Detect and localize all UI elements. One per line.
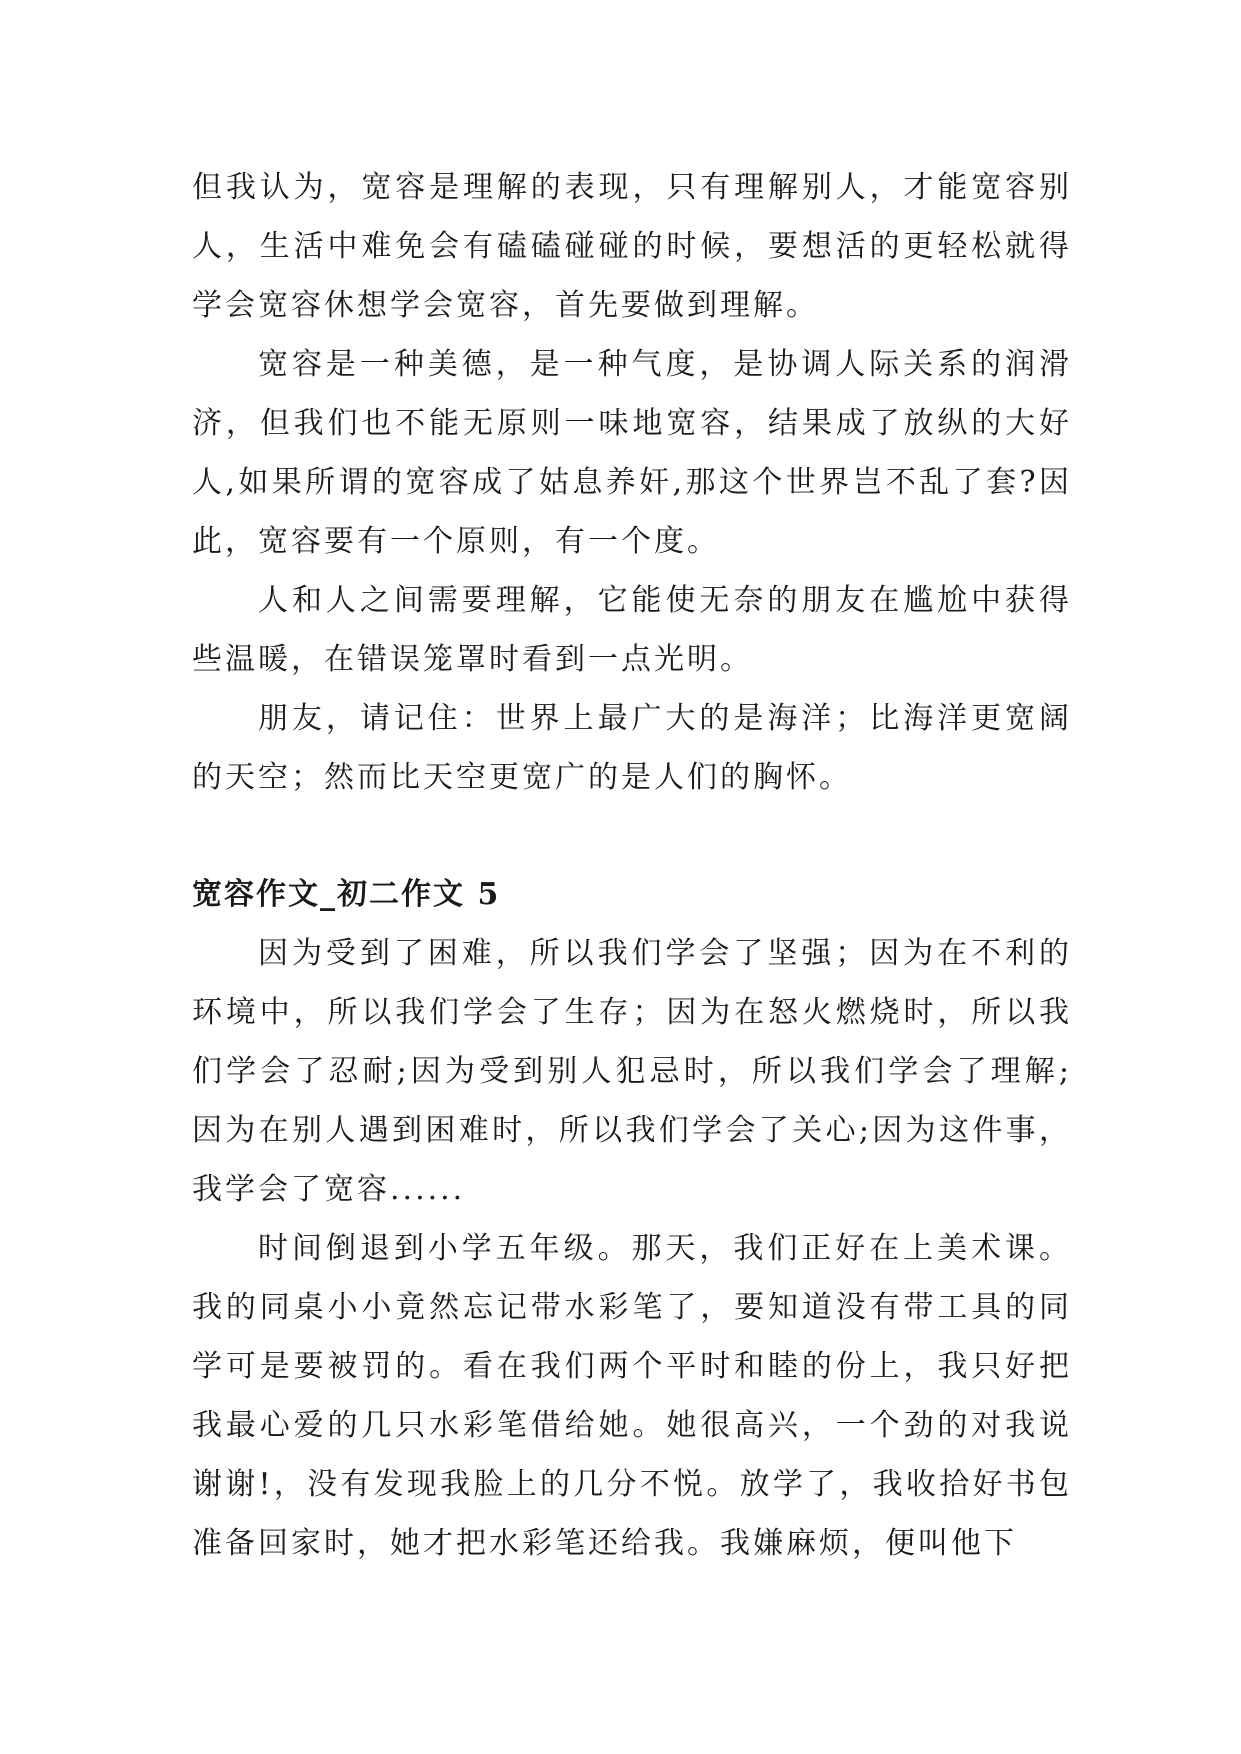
- paragraph-6: 时间倒退到小学五年级。那天，我们正好在上美术课。我的同桌小小竟然忘记带水彩笔了，要知道没有带工具的同学可是要被罚的。看在我们两个平时和睦的份上，我只好把我最心爱的几只水彩笔借给她。她很高兴，一个劲的对我说谢谢!，没有发现我脸上的几分不悦。放学了，我收拾好书包准备回家时，她才把水彩笔还给我。我嫌麻烦，便叫他下: [192, 1231, 1072, 1561]
- paragraph-1: 但我认为，宽容是理解的表现，只有理解别人，才能宽容别人，生活中难免会有磕磕碰碰的时候，要想活的更轻松就得学会宽容休想学会宽容，首先要做到理解。: [192, 170, 1072, 323]
- document-page: [192, 158, 1072, 1573]
- paragraph-2: 宽容是一种美德，是一种气度，是协调人际关系的润滑济，但我们也不能无原则一味地宽容，结果成了放纵的大好人,如果所谓的宽容成了姑息养奸,那这个世界岂不乱了套?因此，宽容要有一个原则，有一个度。: [192, 347, 1072, 559]
- section-title: 宽容作文_初二作文 5: [192, 877, 501, 912]
- paragraph-4: 朋友，请记住：世界上最广大的是海洋；比海洋更宽阔的天空；然而比天空更宽广的是人们的胸怀。: [192, 701, 1072, 795]
- paragraph-3: 人和人之间需要理解，它能使无奈的朋友在尴尬中获得些温暖，在错误笼罩时看到一点光明。: [192, 583, 1072, 677]
- paragraph-5: 因为受到了困难，所以我们学会了坚强；因为在不利的环境中，所以我们学会了生存；因为在怒火燃烧时，所以我们学会了忍耐;因为受到别人犯忌时，所以我们学会了理解;因为在别人遇到困难时，所以我们学会了关心;因为这件事，我学会了宽容......: [192, 936, 1072, 1207]
